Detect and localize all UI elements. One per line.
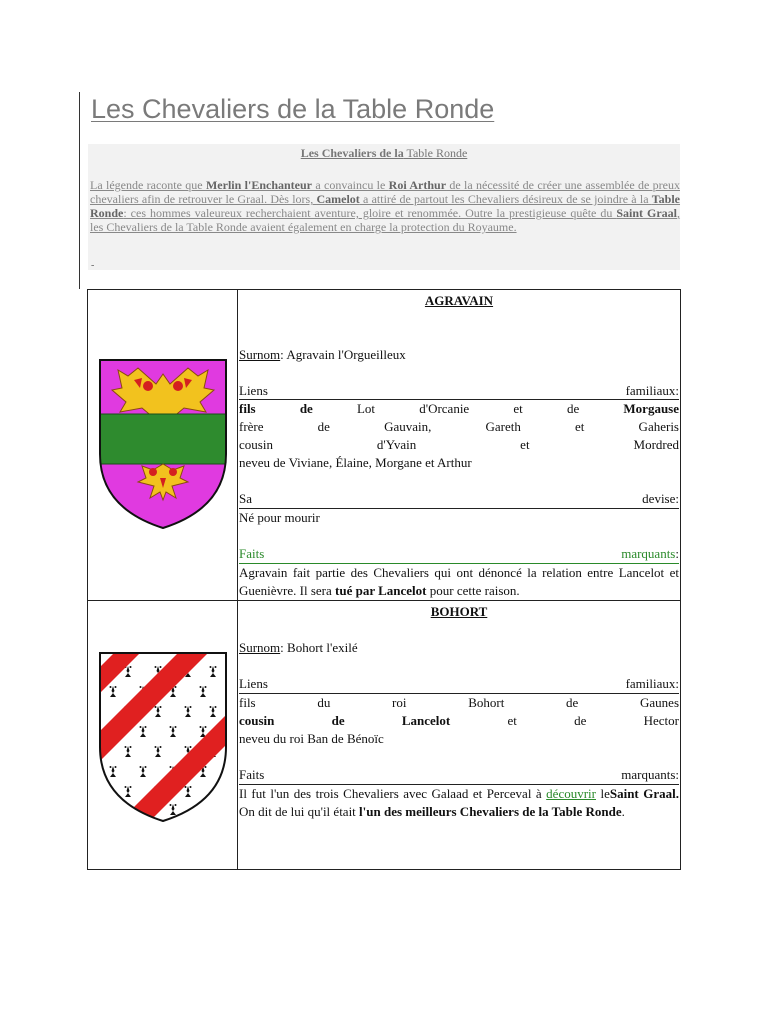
liens-heading: Liens familiaux:: [239, 675, 679, 694]
devise-heading: Sa devise:: [239, 490, 679, 509]
family-line: cousin d'Yvain et Mordred: [239, 437, 679, 452]
knight-name: AGRAVAIN: [424, 293, 494, 308]
knight-info-cell: [238, 290, 681, 601]
family-line: neveu du roi Ban de Bénoïc: [239, 731, 384, 746]
intro-heading: Les Chevaliers de la Table Ronde: [300, 146, 468, 160]
page-title: Les Chevaliers de la Table Ronde: [91, 94, 495, 124]
intro-box: [88, 144, 680, 270]
knights-table: [87, 289, 681, 870]
family-line: fils de Lot d'Orcanie et de Morgause: [239, 401, 680, 416]
decouvrir-link[interactable]: découvrir: [546, 786, 596, 801]
knight-info-cell: [238, 601, 681, 870]
intro-paragraph: La légende raconte que Merlin l'Enchanteur a convaincu le Roi Arthur de la nécessité de créer une assemblée de preux chevaliers afin de retrouver le Graal. Dès lors, Camelot a attiré de partout les Chevaliers désireux de se joindre à la Table Ronde: ces hommes valeureux recherchaient aventure, gloire et renommée. Outre la prestigieuse quête du Saint Graal, les Chevaliers de la Table Ronde avaient également en charge la protection du Royaume.: [90, 178, 681, 234]
left-margin-rule: [79, 92, 80, 289]
faits-heading: Faits marquants:: [239, 766, 679, 785]
family-line: neveu de Viviane, Élaine, Morgane et Arthur: [239, 455, 472, 470]
agravain-coat-of-arms-eagle-icon: [98, 358, 228, 530]
faits-heading: Faits marquants:: [239, 545, 679, 564]
family-line: cousin de Lancelot et de Hector: [239, 713, 679, 728]
shield-cell: [88, 601, 238, 870]
table-row: [88, 601, 681, 870]
bohort-coat-of-arms-ermine-bend-icon: [98, 651, 228, 823]
shield-cell: [88, 290, 238, 601]
liens-heading: Liens familiaux:: [239, 383, 679, 398]
devise-value: Né pour mourir: [239, 510, 320, 525]
family-line: fils du roi Bohort de Gaunes: [239, 695, 679, 710]
family-line: frère de Gauvain, Gareth et Gaheris: [239, 419, 679, 434]
surnom-line: Surnom: Agravain l'Orgueilleux: [239, 347, 406, 362]
knight-name: BOHORT: [430, 604, 488, 619]
table-row: [88, 290, 681, 601]
intro-dash: -: [91, 260, 95, 271]
surnom-line: Surnom: Bohort l'exilé: [239, 640, 358, 655]
faits-text: Agravain fait partie des Chevaliers qui ont dénoncé la relation entre Lancelot et Guenièvre. Il sera tué par Lancelot pour cette raison.: [239, 565, 679, 598]
faits-text: Il fut l'un des trois Chevaliers avec Galaad et Perceval à découvrir leSaint Graal. On dit de lui qu'il était l'un des meilleurs Chevaliers de la Table Ronde.: [239, 786, 679, 819]
